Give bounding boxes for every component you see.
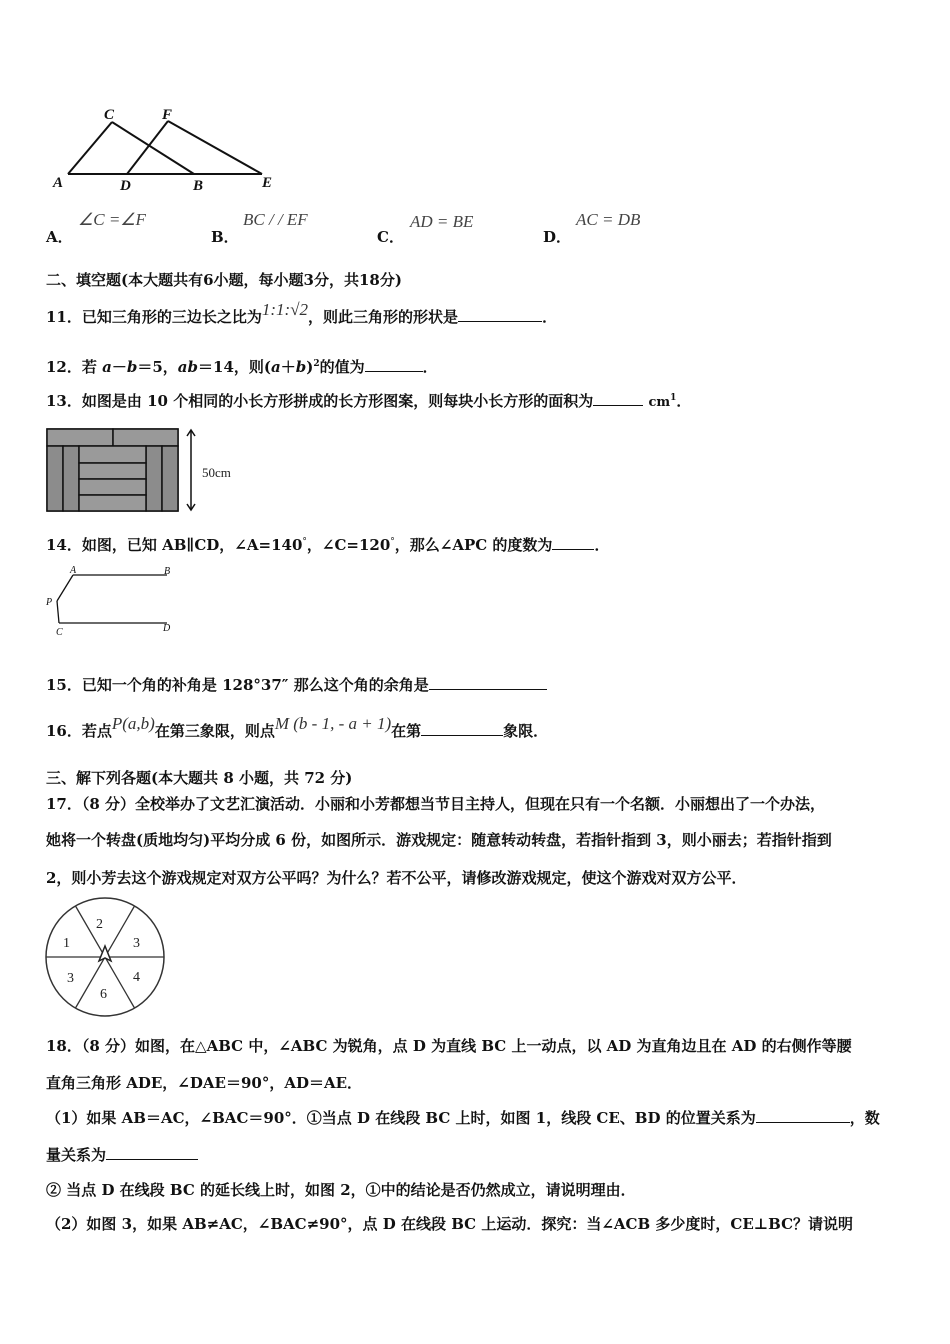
q12-end: ．: [422, 358, 438, 376]
question-14: [46, 532, 609, 555]
q12-pre: 12．若: [46, 358, 103, 376]
option-d-letter: D．: [543, 228, 572, 246]
q16-point-p: P(a,b): [111, 714, 155, 733]
option-c-math: AD = BE: [410, 212, 474, 231]
label-D: D: [120, 178, 131, 194]
q18-blank-2: [106, 1145, 198, 1160]
q16-blank: [421, 721, 503, 736]
q16-pre: 16．若点: [46, 722, 112, 740]
question-16: [46, 714, 549, 741]
option-a-letter: A．: [46, 228, 73, 246]
q11-end: ．: [542, 308, 558, 326]
rectangles-figure: [46, 426, 256, 516]
sector-lower-right: 4: [133, 970, 140, 985]
q11-pre: 11．已知三角形的三边长之比为: [46, 308, 262, 326]
q12-plus: ＋: [280, 358, 296, 376]
q18-line1: 18．（8 分）如图，在△ABC 中，∠ABC 为锐角，点 D 为直线 BC 上一动点，以 AD 为直角边且在 AD 的右侧作等腰: [46, 1037, 852, 1055]
q12-eq5: ＝5，: [137, 358, 178, 376]
q13-end: ．: [676, 392, 692, 410]
q12-blank: [365, 357, 423, 372]
q16-mid: 在第三象限，则点: [154, 722, 275, 740]
q12-a: a: [102, 358, 112, 376]
q18-line4: [46, 1145, 198, 1165]
question-11: [46, 300, 558, 327]
label-E: E: [262, 175, 273, 191]
q14-deg1: °: [302, 537, 307, 547]
q12-sup: 2: [313, 359, 320, 369]
q14-mid: ，∠C=120: [306, 536, 391, 554]
q13-blank: [593, 391, 643, 406]
q14-post: ，那么∠APC 的度数为: [394, 536, 553, 554]
q14-label-C: C: [56, 627, 63, 638]
q16-point-m: M (b - 1, - a + 1): [274, 714, 392, 733]
label-C: C: [104, 107, 115, 123]
q18-line4-text: 量关系为: [46, 1146, 107, 1164]
q17-line3: 2，则小芳去这个游戏规定对双方公平吗？为什么？若不公平，请修改游戏规定，使这个游戏对双方公平．: [46, 869, 747, 887]
q13-unit: cm: [648, 395, 671, 410]
q18-line5: ② 当点 D 在线段 BC 的延长线上时，如图 2，①中的结论是否仍然成立，请说明理由．: [46, 1181, 636, 1199]
question-15: [46, 675, 547, 695]
option-d-math: AC = DB: [576, 210, 641, 229]
q14-deg2: °: [390, 537, 395, 547]
sector-top: 2: [96, 917, 103, 932]
section3-heading: 三、解下列各题(本大题共 8 小题，共 72 分): [46, 769, 353, 787]
q16-end: 象限．: [503, 722, 549, 740]
question-13: [46, 388, 691, 413]
q12-eq14: ＝14，则(: [198, 358, 271, 376]
q14-label-D: D: [163, 623, 171, 634]
q12-b2: b: [295, 358, 307, 376]
q18-line2: 直角三角形 ADE，∠DAE＝90°，AD＝AE．: [46, 1074, 363, 1092]
q18-line6: （2）如图 3，如果 AB≠AC，∠BAC≠90°，点 D 在线段 BC 上运动．探究：当∠ACB 多少度时，CE⊥BC？请说明: [46, 1215, 854, 1233]
option-b-math: BC / / EF: [243, 210, 308, 229]
section2-heading: 二、填空题(本大题共有6小题，每小题3分，共18分): [46, 271, 402, 289]
q18-line3: [46, 1108, 880, 1128]
q15-text: 15．已知一个角的补角是 128°37″ 那么这个角的余角是: [46, 676, 429, 694]
triangle-figure: [50, 105, 290, 195]
sector-lower-left: 3: [67, 971, 74, 986]
label-A: A: [53, 175, 64, 191]
parallel-lines-figure: [40, 563, 190, 643]
q13-text: 13．如图是由 10 个相同的小长方形拼成的长方形图案，则每块小长方形的面积为: [46, 392, 594, 410]
q15-blank: [429, 675, 547, 690]
q12-close: ): [306, 358, 314, 376]
q17-line2: 她将一个转盘(质地均匀)平均分成 6 份，如图所示．游戏规定：随意转动转盘，若指针指到 3，则小丽去；若指针指到: [46, 831, 832, 849]
q13-sup: 1: [670, 393, 677, 403]
q12-ab: ab: [177, 358, 199, 376]
sector-upper-right: 3: [133, 936, 140, 951]
q11-post: ，则此三角形的形状是: [308, 308, 459, 326]
sector-upper-left: 1: [63, 936, 70, 951]
spinner-figure: [44, 896, 166, 1018]
q12-b: b: [126, 358, 138, 376]
q18-blank-1: [756, 1108, 850, 1123]
option-b-letter: B．: [211, 228, 239, 246]
q16-post: 在第: [391, 722, 422, 740]
sector-bottom: 6: [100, 987, 107, 1002]
q17-line1: 17．（8 分）全校举办了文艺汇演活动．小丽和小芳都想当节目主持人，但现在只有一个名额．小丽想出了一个办法，: [46, 795, 826, 813]
q14-text: 14．如图，已知 AB∥CD，∠A=140: [46, 536, 303, 554]
q18-line3-end: ，数: [849, 1109, 880, 1127]
option-a-math: ∠C =∠F: [78, 210, 146, 229]
q12-post: 的值为: [319, 358, 365, 376]
q12-minus: －: [111, 358, 127, 376]
option-c-letter: C．: [377, 228, 404, 246]
label-B: B: [193, 178, 204, 194]
fig-50cm-label: 50cm: [202, 465, 231, 480]
q14-label-P: P: [46, 597, 53, 608]
q11-ratio: 1:1:√2: [261, 300, 309, 319]
question-12: [46, 354, 438, 377]
q12-a2: a: [271, 358, 281, 376]
q18-line3-text: （1）如果 AB＝AC，∠BAC＝90°．①当点 D 在线段 BC 上时，如图 1，线段 CE、BD 的位置关系为: [46, 1109, 756, 1127]
label-F: F: [162, 107, 173, 123]
q14-blank: [552, 535, 594, 550]
q14-label-B: B: [164, 566, 171, 577]
q14-label-A: A: [70, 565, 77, 576]
q11-blank: [458, 307, 542, 322]
q14-end: ．: [594, 536, 610, 554]
